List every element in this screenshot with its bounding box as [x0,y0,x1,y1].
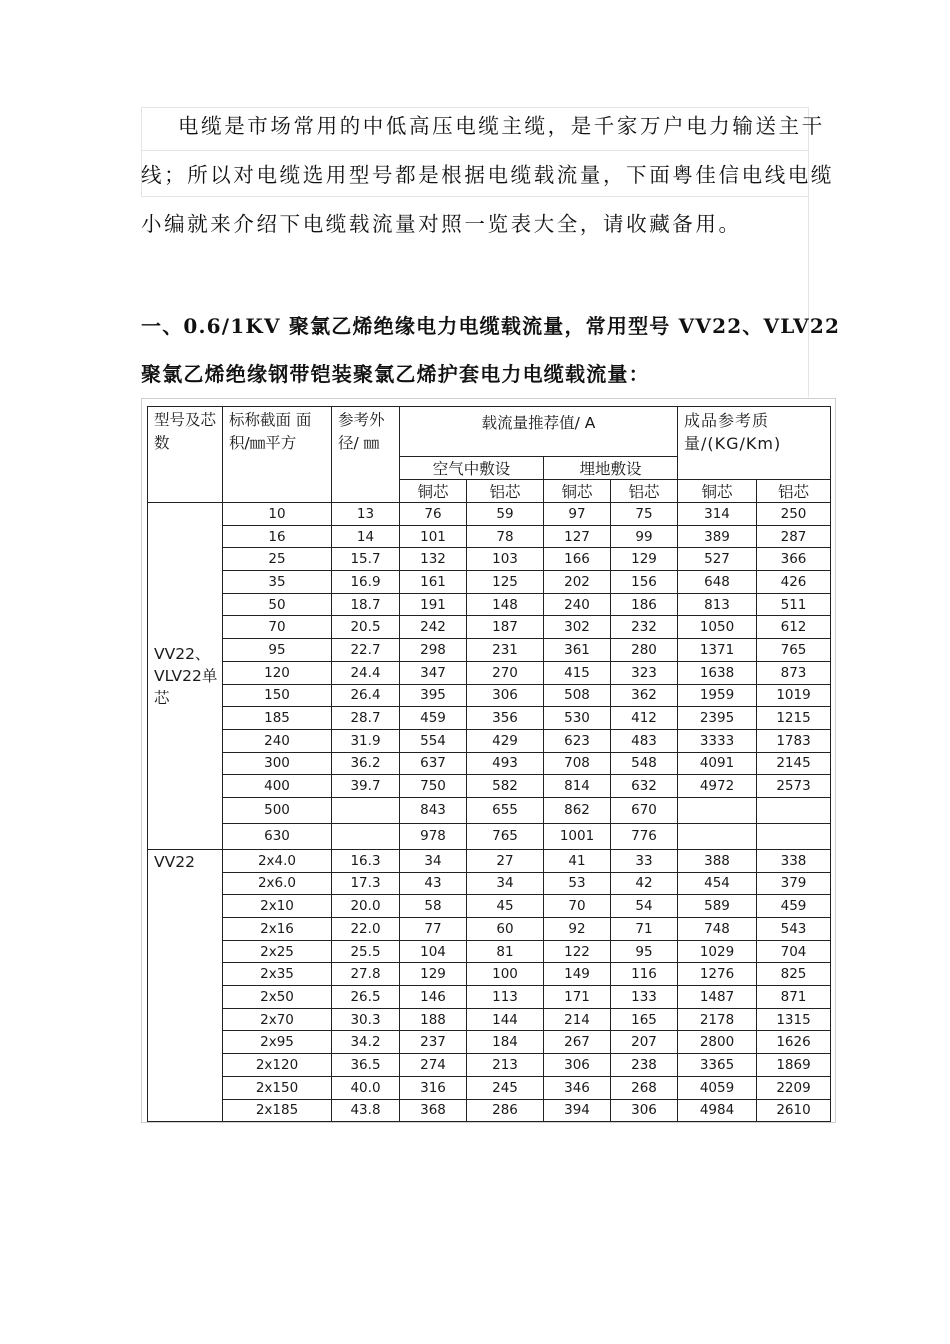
cell-mass-cu [678,797,757,823]
cell-ground-cu: 530 [544,707,611,730]
cell-mass-al: 338 [757,849,831,872]
table-row [148,616,831,639]
cell-mass-cu: 527 [678,548,757,571]
table-row [148,1031,831,1054]
cell-mass-al [757,797,831,823]
cell-mass-cu: 1050 [678,616,757,639]
cell-ground-cu: 1001 [544,823,611,849]
table-row [148,775,831,798]
cell-mass-cu: 4091 [678,752,757,775]
table-row [148,661,831,684]
cell-section: 2x35 [223,963,332,986]
cell-mass-al: 1783 [757,729,831,752]
cell-air-al: 231 [467,639,544,662]
table-row [148,940,831,963]
cell-ground-cu: 306 [544,1054,611,1077]
cell-section: 50 [223,593,332,616]
cell-mass-cu: 648 [678,571,757,594]
cell-air-al: 582 [467,775,544,798]
cell-ground-cu: 171 [544,986,611,1009]
cell-ground-cu: 415 [544,661,611,684]
cell-air-al: 144 [467,1008,544,1031]
cell-mass-al: 1019 [757,684,831,707]
cell-air-cu: 637 [400,752,467,775]
cell-section: 2x70 [223,1008,332,1031]
table-row [148,823,831,849]
cell-diameter [332,797,400,823]
cell-ground-al: 33 [611,849,678,872]
model-cell [148,503,223,850]
cell-section: 95 [223,639,332,662]
cell-air-cu: 132 [400,548,467,571]
cell-diameter: 22.7 [332,639,400,662]
cell-ground-al: 548 [611,752,678,775]
cell-mass-cu: 3333 [678,729,757,752]
cell-ground-al: 306 [611,1099,678,1122]
cell-air-cu: 274 [400,1054,467,1077]
cell-mass-cu: 2395 [678,707,757,730]
cell-mass-al: 1626 [757,1031,831,1054]
cell-air-cu: 77 [400,918,467,941]
ampacity-table-frame [141,398,836,1123]
cell-air-al: 148 [467,593,544,616]
cell-air-cu: 395 [400,684,467,707]
cell-diameter: 15.7 [332,548,400,571]
cell-air-cu: 459 [400,707,467,730]
cell-diameter: 25.5 [332,940,400,963]
cell-diameter [332,823,400,849]
cell-ground-cu: 166 [544,548,611,571]
cell-air-cu: 43 [400,872,467,895]
table-row [148,1054,831,1077]
cell-air-al: 45 [467,895,544,918]
cell-ground-cu: 53 [544,872,611,895]
cell-mass-cu: 1638 [678,661,757,684]
cell-mass-al: 379 [757,872,831,895]
table-row [148,639,831,662]
header-section: 标称截面 面积/㎜平方 [223,407,332,503]
cell-section: 150 [223,684,332,707]
cell-ground-al: 133 [611,986,678,1009]
cell-mass-cu: 1029 [678,940,757,963]
cell-air-al: 187 [467,616,544,639]
cell-mass-al: 2209 [757,1076,831,1099]
cell-air-cu: 843 [400,797,467,823]
cell-ground-al: 362 [611,684,678,707]
cell-air-cu: 554 [400,729,467,752]
cell-diameter: 34.2 [332,1031,400,1054]
cell-air-al: 306 [467,684,544,707]
cell-ground-al: 632 [611,775,678,798]
cell-air-cu: 146 [400,986,467,1009]
header-mass: 成品参考质量/(KG/Km) [678,407,831,480]
cell-section: 2x185 [223,1099,332,1122]
cell-air-al: 78 [467,525,544,548]
cell-mass-al: 1869 [757,1054,831,1077]
cell-mass-cu: 813 [678,593,757,616]
cell-ground-cu: 814 [544,775,611,798]
header-air: 空气中敷设 [400,457,544,480]
cell-air-cu: 161 [400,571,467,594]
cell-mass-al: 2145 [757,752,831,775]
cell-section: 10 [223,503,332,526]
cell-air-al: 27 [467,849,544,872]
header-air-cu: 铜芯 [400,480,467,503]
cell-ground-al: 670 [611,797,678,823]
cell-section: 2x6.0 [223,872,332,895]
section-heading-line-2: 聚氯乙烯绝缘钢带铠装聚氯乙烯护套电力电缆载流量： [141,362,650,386]
cell-mass-al: 825 [757,963,831,986]
table-row [148,752,831,775]
cell-ground-al: 116 [611,963,678,986]
cell-ground-cu: 623 [544,729,611,752]
cell-section: 35 [223,571,332,594]
cell-air-cu: 242 [400,616,467,639]
cell-diameter: 14 [332,525,400,548]
section-heading [141,0,841,390]
cell-diameter: 24.4 [332,661,400,684]
cell-section: 2x50 [223,986,332,1009]
cell-section: 2x4.0 [223,849,332,872]
cell-air-al: 81 [467,940,544,963]
cell-section: 2x25 [223,940,332,963]
cell-mass-cu: 589 [678,895,757,918]
cell-ground-al: 95 [611,940,678,963]
cell-ground-al: 483 [611,729,678,752]
cell-mass-al: 287 [757,525,831,548]
cell-ground-al: 129 [611,548,678,571]
cell-section: 2x95 [223,1031,332,1054]
cell-ground-al: 232 [611,616,678,639]
cell-air-cu: 58 [400,895,467,918]
cell-ground-al: 776 [611,823,678,849]
cell-diameter: 28.7 [332,707,400,730]
table-row [148,548,831,571]
cell-diameter: 20.0 [332,895,400,918]
cell-ground-cu: 346 [544,1076,611,1099]
cell-ground-cu: 41 [544,849,611,872]
cell-mass-al: 1315 [757,1008,831,1031]
cell-air-al: 356 [467,707,544,730]
table-row [148,872,831,895]
cell-air-al: 113 [467,986,544,1009]
intro-line-2: 线；所以对电缆选用型号都是根据电缆载流量，下面粤佳信电线电缆 [141,163,834,187]
cell-section: 16 [223,525,332,548]
cell-ground-cu: 862 [544,797,611,823]
cell-air-al: 125 [467,571,544,594]
cell-mass-al: 543 [757,918,831,941]
cell-diameter: 40.0 [332,1076,400,1099]
cell-mass-al: 1215 [757,707,831,730]
cell-ground-cu: 267 [544,1031,611,1054]
header-ground: 埋地敷设 [544,457,678,480]
cell-section: 2x120 [223,1054,332,1077]
cell-mass-cu: 388 [678,849,757,872]
cell-mass-cu: 4972 [678,775,757,798]
cell-diameter: 16.3 [332,849,400,872]
header-diameter: 参考外径/ ㎜ [332,407,400,503]
ampacity-table [147,406,831,1122]
cell-diameter: 36.2 [332,752,400,775]
table-row [148,571,831,594]
table-row [148,849,831,872]
cell-diameter: 36.5 [332,1054,400,1077]
cell-diameter: 13 [332,503,400,526]
cell-air-cu: 129 [400,963,467,986]
cell-ground-al: 42 [611,872,678,895]
cell-mass-al: 250 [757,503,831,526]
cell-mass-al: 2573 [757,775,831,798]
intro-line-3: 小编就来介绍下电缆载流量对照一览表大全，请收藏备用。 [141,212,742,236]
cell-mass-al: 612 [757,616,831,639]
cell-diameter: 18.7 [332,593,400,616]
table-row [148,729,831,752]
table-row [148,503,831,526]
cell-mass-al: 459 [757,895,831,918]
cell-ground-cu: 127 [544,525,611,548]
cell-mass-cu: 454 [678,872,757,895]
cell-ground-al: 238 [611,1054,678,1077]
cell-section: 500 [223,797,332,823]
cell-air-al: 60 [467,918,544,941]
cell-diameter: 26.4 [332,684,400,707]
table-row [148,963,831,986]
cell-mass-cu: 1276 [678,963,757,986]
cell-ground-cu: 302 [544,616,611,639]
cell-ground-al: 165 [611,1008,678,1031]
cell-ground-al: 280 [611,639,678,662]
cell-mass-cu: 748 [678,918,757,941]
cell-diameter: 17.3 [332,872,400,895]
cell-mass-cu: 1487 [678,986,757,1009]
table-row [148,986,831,1009]
table-row [148,1008,831,1031]
cell-section: 630 [223,823,332,849]
cell-air-cu: 34 [400,849,467,872]
header-model: 型号及芯数 [148,407,223,503]
cell-section: 2x10 [223,895,332,918]
table-row [148,525,831,548]
cell-air-cu: 750 [400,775,467,798]
cell-section: 70 [223,616,332,639]
cell-mass-al: 426 [757,571,831,594]
cell-ground-al: 186 [611,593,678,616]
cell-mass-al: 366 [757,548,831,571]
cell-air-cu: 347 [400,661,467,684]
cell-diameter: 22.0 [332,918,400,941]
cell-ground-al: 268 [611,1076,678,1099]
cell-diameter: 16.9 [332,571,400,594]
cell-mass-al: 511 [757,593,831,616]
cell-section: 2x150 [223,1076,332,1099]
section-heading-line-1: 一、0.6/1KV 聚氯乙烯绝缘电力电缆载流量，常用型号 VV22、VLV22 [141,314,841,338]
cell-air-al: 765 [467,823,544,849]
cell-air-cu: 298 [400,639,467,662]
cell-ground-al: 71 [611,918,678,941]
header-air-al: 铝芯 [467,480,544,503]
cell-diameter: 43.8 [332,1099,400,1122]
table-row [148,918,831,941]
cell-air-cu: 101 [400,525,467,548]
cell-section: 240 [223,729,332,752]
cell-air-al: 270 [467,661,544,684]
cell-ground-al: 412 [611,707,678,730]
cell-air-cu: 104 [400,940,467,963]
cell-mass-al: 2610 [757,1099,831,1122]
cell-ground-cu: 149 [544,963,611,986]
cell-diameter: 31.9 [332,729,400,752]
cell-air-cu: 978 [400,823,467,849]
table-row [148,1076,831,1099]
cell-mass-al: 871 [757,986,831,1009]
cell-ground-al: 156 [611,571,678,594]
cell-air-cu: 237 [400,1031,467,1054]
cell-ground-cu: 122 [544,940,611,963]
cell-ground-cu: 240 [544,593,611,616]
cell-ground-cu: 394 [544,1099,611,1122]
model-cell [148,849,223,1121]
intro-line-1: 电缆是市场常用的中低高压电缆主缆，是千家万户电力输送主干 [178,114,825,138]
cell-ground-al: 54 [611,895,678,918]
cell-air-al: 100 [467,963,544,986]
cell-air-cu: 368 [400,1099,467,1122]
cell-mass-cu: 389 [678,525,757,548]
header-mass-al: 铝芯 [757,480,831,503]
cell-mass-cu: 1371 [678,639,757,662]
cell-air-cu: 76 [400,503,467,526]
header-ground-al: 铝芯 [611,480,678,503]
cell-section: 400 [223,775,332,798]
cell-ground-cu: 361 [544,639,611,662]
cell-ground-cu: 97 [544,503,611,526]
cell-mass-cu: 3365 [678,1054,757,1077]
cell-diameter: 39.7 [332,775,400,798]
cell-mass-al: 873 [757,661,831,684]
cell-diameter: 26.5 [332,986,400,1009]
cell-air-cu: 316 [400,1076,467,1099]
cell-air-al: 493 [467,752,544,775]
cell-ground-cu: 214 [544,1008,611,1031]
cell-mass-cu: 314 [678,503,757,526]
table-row [148,895,831,918]
cell-air-al: 103 [467,548,544,571]
cell-mass-al [757,823,831,849]
header-ground-cu: 铜芯 [544,480,611,503]
cell-air-al: 245 [467,1076,544,1099]
cell-air-cu: 188 [400,1008,467,1031]
table-row [148,797,831,823]
cell-section: 25 [223,548,332,571]
cell-diameter: 20.5 [332,616,400,639]
cell-ground-cu: 202 [544,571,611,594]
cell-mass-cu: 4984 [678,1099,757,1122]
cell-mass-cu: 4059 [678,1076,757,1099]
cell-ground-al: 99 [611,525,678,548]
cell-section: 185 [223,707,332,730]
cell-ground-cu: 70 [544,895,611,918]
cell-ground-al: 75 [611,503,678,526]
cell-air-al: 59 [467,503,544,526]
header-ampacity: 载流量推荐值/ A [400,407,678,457]
table-row [148,1099,831,1122]
cell-air-al: 655 [467,797,544,823]
cell-ground-al: 207 [611,1031,678,1054]
cell-air-cu: 191 [400,593,467,616]
header-mass-cu: 铜芯 [678,480,757,503]
cell-mass-cu: 1959 [678,684,757,707]
cell-section: 120 [223,661,332,684]
cell-ground-cu: 508 [544,684,611,707]
cell-section: 2x16 [223,918,332,941]
cell-diameter: 30.3 [332,1008,400,1031]
cell-air-al: 34 [467,872,544,895]
cell-mass-cu: 2800 [678,1031,757,1054]
cell-mass-al: 765 [757,639,831,662]
cell-air-al: 184 [467,1031,544,1054]
cell-ground-al: 323 [611,661,678,684]
cell-section: 300 [223,752,332,775]
table-row [148,593,831,616]
cell-mass-cu [678,823,757,849]
cell-mass-cu: 2178 [678,1008,757,1031]
cell-air-al: 286 [467,1099,544,1122]
table-row [148,684,831,707]
cell-air-al: 429 [467,729,544,752]
cell-diameter: 27.8 [332,963,400,986]
table-row [148,707,831,730]
cell-ground-cu: 708 [544,752,611,775]
model-label: VV22、VLV22单芯 [154,645,218,707]
cell-air-al: 213 [467,1054,544,1077]
model-label: VV22 [154,852,195,871]
cell-mass-al: 704 [757,940,831,963]
cell-ground-cu: 92 [544,918,611,941]
